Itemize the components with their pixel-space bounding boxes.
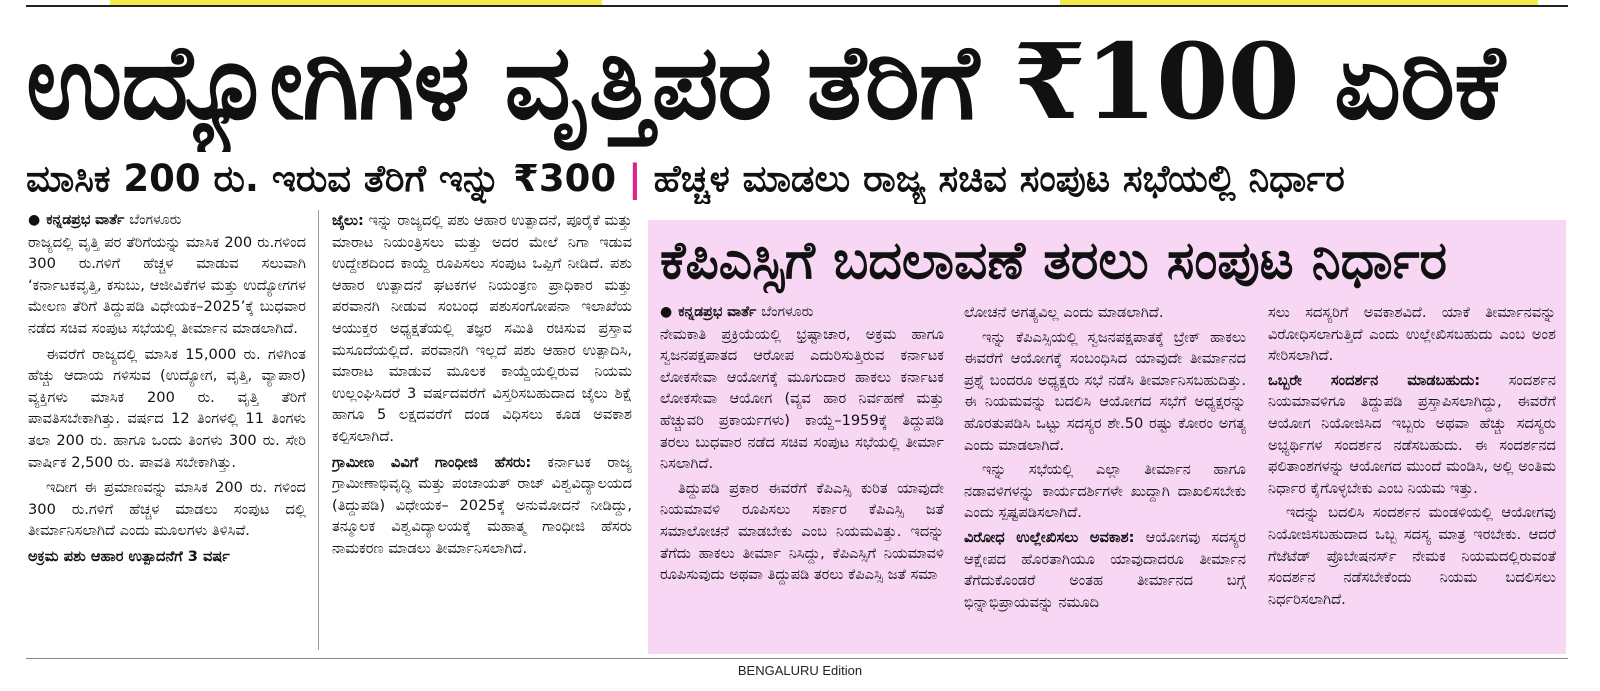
article-paragraph: ಇದೀಗ ಈ ಪ್ರಮಾಣವನ್ನು ಮಾಸಿಕ 200 ರು. ಗಳಿಂದ 300 ರು.ಗಳಿಗೆ ಹೆಚ್ಚಳ ಮಾಡಲು ಸಂಪುಟ ದಲ್ಲಿ ತೀರ್ಮಾನಿಸಲಾಗಿದೆ ಎಂದು ಮೂಲಗಳು ತಿಳಿಸಿವೆ. [28, 479, 306, 540]
inline-subheading: ಒಬ್ಬರೇ ಸಂದರ್ಶನ ಮಾಡಬಹುದು: [1268, 371, 1481, 389]
main-story-byline [28, 210, 306, 232]
bullet-icon: ● [28, 212, 41, 228]
article-paragraph [1268, 370, 1556, 500]
article-paragraph [332, 452, 632, 560]
article-paragraph: ತಿದ್ದುಪಡಿ ಪ್ರಕಾರ ಈವರೆಗೆ ಕೆಪಿಎಸ್ಸಿ ಕುರಿತ ಯಾವುದೇ ನಿಯಮಾವಳಿ ರೂಪಿಸಲು ಸರ್ಕಾರ ಕೆಪಿಎಸ್ಸಿ ಜತೆ ಸಮಾಲೋಚನೆ ಮಾಡಬೇಕು ಎಂಬ ನಿಯಮವಿತ್ತು. ಇದನ್ನು ತೆಗೆದು ಹಾಕಲು ತೀರ್ಮಾ ನಿಸಿದ್ದು, ಕೆಪಿಎಸ್ಸಿಗೆ ನಿಯಮಾವಳಿ ರೂಪಿಸುವುದು ಅಥವಾ ತಿದ್ದುಪಡಿ ತರಲು ಕೆಪಿಎಸ್ಸಿ ಜತೆ ಸಮಾ [660, 479, 944, 584]
inline-subheading: ಗ್ರಾಮೀಣ ವಿವಿಗೆ ಗಾಂಧೀಜಿ ಹೆಸರು: [332, 453, 532, 471]
article-paragraph: ಇದನ್ನು ಬದಲಿಸಿ ಸಂದರ್ಶನ ಮಂಡಳಿಯಲ್ಲಿ ಆಯೋಗವು ನಿಯೋಜಿಸಬಹುದಾದ ಒಬ್ಬ ಸದಸ್ಯ ಮಾತ್ರ ಇರಬೇಕು. ಆದರೆ ಗೆಜೆಟೆಡ್ ಪ್ರೊಬೇಷನರ್ಸ್ ನೇಮಕ ನಿಯಮದಲ್ಲಿರುವಂತೆ ಸಂದರ್ಶನ ನಡೆಸಬೇಕೆಂದು ನಿಯಮ ಬದಲಿಸಲು ನಿರ್ಧರಿಸಲಾಗಿದೆ. [1268, 504, 1556, 608]
article-subheading: ಅಕ್ರಮ ಪಶು ಆಹಾರ ಉತ್ಪಾದನೆಗೆ 3 ವರ್ಷ [28, 547, 230, 565]
sub-headline [26, 154, 1568, 204]
article-paragraph: ರಾಜ್ಯದಲ್ಲಿ ವೃತ್ತಿ ಪರ ತೆರಿಗೆಯನ್ನು ಮಾಸಿಕ 200 ರು.ಗಳಿಂದ 300 ರು.ಗಳಿಗೆ ಹೆಚ್ಚಳ ಮಾಡುವ ಸಲುವಾಗಿ ‘ಕರ್ನಾಟಕವೃತ್ತಿ, ಕಸುಬು, ಆಜೀವಿಕೆಗಳ ಮತ್ತು ಉದ್ಯೋಗಗಳ ಮೇಲಣ ತೆರಿಗೆ ತಿದ್ದುಪಡಿ ವಿಧೇಯಕ–2025’ಕ್ಕೆ ಬುಧವಾರ ನಡೆದ ಸಚಿವ ಸಂಪುಟ ಸಭೆಯಲ್ಲಿ ತೀರ್ಮಾನ ಮಾಡಲಾಗಿದೆ. [28, 233, 306, 337]
article-paragraph: ಈವರೆಗೆ ರಾಜ್ಯದಲ್ಲಿ ಮಾಸಿಕ 15,000 ರು. ಗಳಿಗಿಂತ ಹೆಚ್ಚು ಆದಾಯ ಗಳಿಸುವ (ಉದ್ಯೋಗ, ವೃತ್ತಿ, ವ್ಯಾಪಾರ) ವ್ಯಕ್ತಿಗಳು ಮಾಸಿಕ 200 ರು. ವೃತ್ತಿ ತೆರಿಗೆ ಪಾವತಿಸಬೇಕಾಗಿತ್ತು. ವರ್ಷದ 12 ತಿಂಗಳಲ್ಲಿ 11 ತಿಂಗಳು ತಲಾ 200 ರು. ಹಾಗೂ ಒಂದು ತಿಂಗಳು 300 ರು. ಸೇರಿ ವಾರ್ಷಿಕ 2,500 ರು. ಪಾವತಿ ಸಬೇಕಾಗಿತ್ತು. [28, 345, 306, 471]
bullet-icon: ● [660, 304, 673, 320]
bottom-rule [26, 658, 1568, 659]
main-story-column-2 [332, 210, 632, 652]
article-paragraph [964, 527, 1246, 613]
box-headline: ಕೆಪಿಎಸ್ಸಿಗೆ ಬದಲಾವಣೆ ತರಲು ಸಂಪುಟ ನಿರ್ಧಾರ [660, 231, 1448, 291]
sub-headline-separator: | [628, 157, 642, 200]
article-paragraph: ಲೋಚನೆ ಅಗತ್ಯವಿಲ್ಲ ಎಂದು ಮಾಡಲಾಗಿದೆ. [964, 304, 1164, 321]
top-rule-line [26, 5, 1568, 7]
article-text: ಇನ್ನು ರಾಜ್ಯದಲ್ಲಿ ಪಶು ಆಹಾರ ಉತ್ಪಾದನೆ, ಪೂರೈಕೆ ಮತ್ತು ಮಾರಾಟ ನಿಯಂತ್ರಿಸಲು ಮತ್ತು ಅದರ ಮೇಲೆ ನಿಗಾ ಇಡುವ ಉದ್ದೇಶದಿಂದ ಕಾಯ್ದೆ ರೂಪಿಸಲು ಸಂಪುಟ ಒಪ್ಪಿಗೆ ನೀಡಿದೆ. ಪಶು ಆಹಾರ ಉತ್ಪಾದನೆ ಘಟಕಗಳ ನಿಯಂತ್ರಣ ಪ್ರಾಧಿಕಾರ ಮತ್ತು ಪರವಾನಗಿ ನೀಡುವ ಸಂಬಂಧ ಪಶುಸಂಗೋಪನಾ ಇಲಾಖೆಯ ಆಯುಕ್ತರ ಅಧ್ಯಕ್ಷತೆಯಲ್ಲಿ ತಜ್ಞರ ಸಮಿತಿ ರಚಿಸುವ ಪ್ರಸ್ತಾವ ಮಸೂದೆಯಲ್ಲಿದೆ. ಪರವಾನಗಿ ಇಲ್ಲದೆ ಪಶು ಆಹಾರ ಉತ್ಪಾದಿಸಿ, ಮಾರಾಟ ಮಾಡುವ ಮೂಲಕ ಕಾಯ್ದೆಯಲ್ಲಿರುವ ನಿಯಮ ಉಲ್ಲಂಘಿಸಿದರೆ 3 ವರ್ಷದವರೆಗೆ ವಿಸ್ತರಿಸಬಹುದಾದ ಜೈಲು ಶಿಕ್ಷೆ ಹಾಗೂ 5 ಲಕ್ಷದವರೆಗೆ ದಂಡ ವಿಧಿಸಲು ಕೂಡ ಅವಕಾಶ ಕಲ್ಪಿಸಲಾಗಿದೆ. [332, 212, 632, 445]
sub-headline-right: ಹೆಚ್ಚಳ ಮಾಡಲು ರಾಜ್ಯ ಸಚಿವ ಸಂಪುಟ ಸಭೆಯಲ್ಲಿ ನಿರ್ಧಾರ [653, 157, 1345, 200]
edition-label: BENGALURU Edition [737, 663, 863, 678]
main-headline: ಉದ್ಯೋಗಿಗಳ ವೃತ್ತಿಪರ ತೆರಿಗೆ ₹100 ಏರಿಕೆ [26, 20, 1505, 143]
article-paragraph: ಸಲು ಸದಸ್ಯರಿಗೆ ಅವಕಾಶವಿದೆ. ಯಾಕೆ ತೀರ್ಮಾನವನ್ನು ವಿರೋಧಿಸಲಾಗುತ್ತಿದೆ ಎಂದು ಉಲ್ಲೇಖಿಸಬಹುದು ಎಂಬ ಅಂಶ ಸೇರಿಸಲಾಗಿದೆ. [1268, 304, 1556, 365]
article-paragraph: ನೇಮಕಾತಿ ಪ್ರಕ್ರಿಯೆಯಲ್ಲಿ ಭ್ರಷ್ಟಾಚಾರ, ಅಕ್ರಮ ಹಾಗೂ ಸ್ವಜನಪಕ್ಷಪಾತದ ಆರೋಪ ಎದುರಿಸುತ್ತಿರುವ ಕರ್ನಾಟಕ ಲೋಕಸೇವಾ ಆಯೋಗಕ್ಕೆ ಮೂಗುದಾರ ಹಾಕಲು ಕರ್ನಾಟಕ ಲೋಕಸೇವಾ ಆಯೋಗ (ವ್ಯವ ಹಾರ ನಿರ್ವಹಣೆ ಮತ್ತು ಹೆಚ್ಚುವರಿ ಪ್ರಕಾರ್ಯಗಳು) ಕಾಯ್ದೆ–1959ಕ್ಕೆ ತಿದ್ದುಪಡಿ ತರಲು ಬುಧವಾರ ನಡೆದ ಸಚಿವ ಸಂಪುಟ ಸಭೆಯಲ್ಲಿ ತೀರ್ಮಾ ನಿಸಲಾಗಿದೆ. [660, 325, 944, 473]
box-byline [660, 302, 944, 324]
box-column-2 [964, 302, 1246, 650]
sub-headline-left: ಮಾಸಿಕ 200 ರು. ಇರುವ ತೆರಿಗೆ ಇನ್ನು ₹300 [26, 157, 617, 200]
article-paragraph: ಇನ್ನು ಕೆಪಿಎಸ್ಸಿಯಲ್ಲಿ ಸ್ವಜನಪಕ್ಷಪಾತಕ್ಕೆ ಬ್ರೇಕ್ ಹಾಕಲು ಈವರೆಗೆ ಆಯೋಗಕ್ಕೆ ಸಂಬಂಧಿಸಿದ ಯಾವುದೇ ತೀರ್ಮಾನದ ಪ್ರಶ್ನೆ ಬಂದರೂ ಅಧ್ಯಕ್ಷರು ಸಭೆ ನಡೆಸಿ ತೀರ್ಮಾನಿಸಬಹುದಿತ್ತು. ಈ ನಿಯಮವನ್ನು ಬದಲಿಸಿ ಆಯೋಗದ ಸಭೆಗೆ ಅಧ್ಯಕ್ಷರನ್ನು ಹೊರತುಪಡಿಸಿ ಒಟ್ಟು ಸದಸ್ಯರ ಶೇ.50 ರಷ್ಟು ಕೋರಂ ಅಗತ್ಯ ಎಂದು ಮಾಡಲಾಗಿದೆ. [964, 328, 1246, 454]
article-text: ಆಯೋಗವು ಸದಸ್ಯರ ಆಕ್ಷೇಪದ ಹೊರತಾಗಿಯೂ ಯಾವುದಾದರೂ ತೀರ್ಮಾನ ತೆಗೆದುಕೊಂಡರೆ ಅಂತಹ ತೀರ್ಮಾನದ ಬಗ್ಗೆ ಭಿನ್ನಾಭಿಪ್ರಾಯವನ್ನು ನಮೂದಿ [964, 528, 1246, 611]
byline-source: ಕನ್ನಡಪ್ರಭ ವಾರ್ತೆ [678, 304, 757, 320]
inline-subheading: ವಿರೋಧ ಉಲ್ಲೇಖಿಸಲು ಅವಕಾಶ: [964, 528, 1135, 546]
column-divider [318, 210, 319, 650]
box-column-1 [660, 302, 944, 650]
top-rule [26, 0, 1568, 7]
main-story-column-1 [28, 210, 306, 652]
box-column-3 [1268, 302, 1556, 650]
article-text: ಕರ್ನಾಟಕ ರಾಜ್ಯ ಗ್ರಾಮೀಣಾಭಿವೃದ್ಧಿ ಮತ್ತು ಪಂಚಾಯತ್ ರಾಜ್ ವಿಶ್ವವಿದ್ಯಾಲಯದ (ತಿದ್ದುಪಡಿ) ವಿಧೇಯಕ– 2025ಕ್ಕೆ ಅನುಮೋದನೆ ನೀಡಿದ್ದು, ತನ್ಮೂಲಕ ವಿಶ್ವವಿದ್ಯಾಲಯಕ್ಕೆ ಮಹಾತ್ಮ ಗಾಂಧೀಜಿ ಹೆಸರು ನಾಮಕರಣ ಮಾಡಲು ತೀರ್ಮಾನಿಸಲಾಗಿದೆ. [332, 453, 632, 557]
byline-city: ಬೆಂಗಳೂರು [761, 304, 814, 320]
article-text: ಸಂದರ್ಶನ ನಿಯಮಾವಳಿಗೂ ತಿದ್ದುಪಡಿ ಪ್ರಸ್ತಾಪಿಸಲಾಗಿದ್ದು, ಈವರೆಗೆ ಆಯೋಗ ನಿಯೋಜಿಸಿದ ಇಬ್ಬರು ಅಥವಾ ಹೆಚ್ಚು ಸದಸ್ಯರು ಅಭ್ಯರ್ಥಿಗಳ ಸಂದರ್ಶನ ನಡೆಸಬಹುದು. ಈ ಸಂದರ್ಶನದ ಫಲಿತಾಂಶಗಳನ್ನು ಆಯೋಗದ ಮುಂದೆ ಮಂಡಿಸಿ, ಅಲ್ಲಿ ಅಂತಿಮ ನಿರ್ಧಾರ ಕೈಗೊಳ್ಳಬೇಕು ಎಂಬ ನಿಯಮ ಇತ್ತು. [1268, 371, 1556, 497]
byline-city: ಬೆಂಗಳೂರು [129, 212, 182, 228]
byline-source: ಕನ್ನಡಪ್ರಭ ವಾರ್ತೆ [46, 212, 125, 228]
inline-subheading: ಜೈಲು: [332, 212, 364, 229]
article-paragraph [332, 210, 632, 448]
article-paragraph: ಇನ್ನು ಸಭೆಯಲ್ಲಿ ಎಲ್ಲಾ ತೀರ್ಮಾನ ಹಾಗೂ ನಡಾವಳಿಗಳನ್ನು ಕಾರ್ಯದರ್ಶಿಗಳೇ ಖುದ್ದಾಗಿ ದಾಖಲಿಸಬೇಕು ಎಂದು ಸ್ಪಷ್ಟಪಡಿಸಲಾಗಿದೆ. [964, 461, 1246, 522]
